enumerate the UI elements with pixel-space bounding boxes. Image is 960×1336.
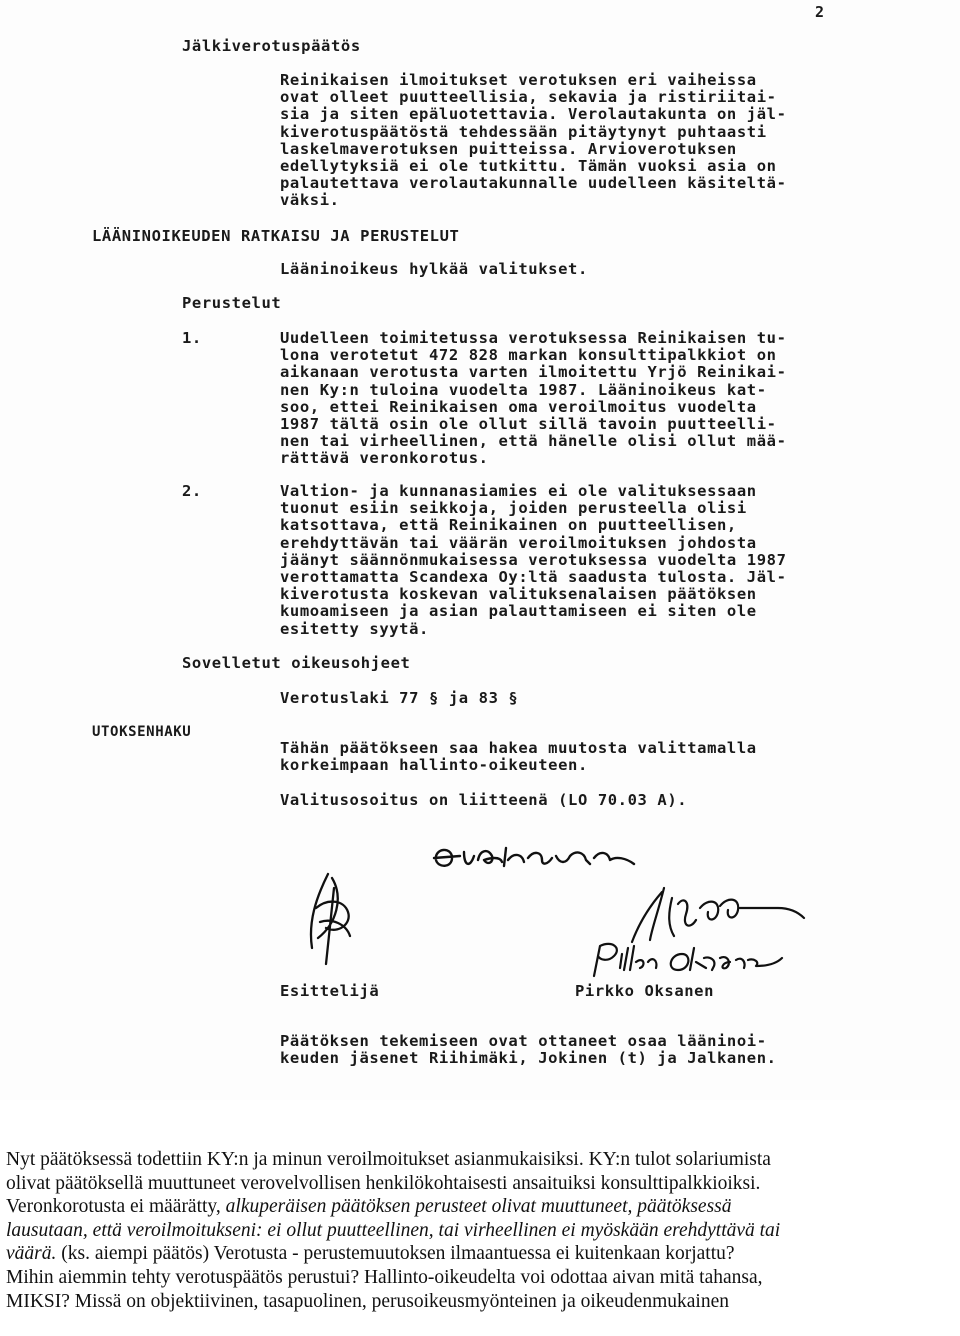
- members-text: Päätöksen tekemiseen ovat ottaneet osaa lääninoi- keuden jäsenet Riihimäki, Jokinen (t) ja Jalkanen.: [280, 1032, 777, 1068]
- heading-perustelut: Perustelut: [182, 294, 282, 312]
- item-number-2: 2.: [182, 482, 202, 500]
- appeal-text: Tähän päätökseen saa hakea muutosta valittamalla korkeimpaan hallinto-oikeuteen.: [280, 739, 757, 775]
- commentary-text: (ks. aiempi päätös) Verotusta - perustemuutoksen ilmaantuessa ei kuitenkaan korjattu?: [56, 1243, 735, 1265]
- heading-muutoksenhaku: UTOKSENHAKU: [92, 724, 192, 740]
- signature-esittelija: [298, 868, 368, 968]
- paragraph-reason-2: Valtion- ja kunnanasiamies ei ole valituksessaan tuonut esiin seikkoja, joiden perusteella olisi katsottava, että Reinikainen on puutteellisen, erehdyttävän tai väärän veroilmoituksen johdosta jäänyt säännönmukaisessa verotuksessa vuodelta 1987 verottamatta Scandexa Oy:ltä saadusta tulosta. Jäl- kiverotusta koskevan valituksenalaisen päätöksen kumoamiseen ja asian palauttamiseen ei siten ole esitetty syytä.: [280, 482, 787, 638]
- appeal-attachment: Valitusosoitus on liitteenä (LO 70.03 A).: [280, 791, 688, 809]
- commentary-line: MIKSI? Missä on objektiivinen, tasapuolinen, perusoikeusmyönteinen ja oikeudenmukainen: [6, 1290, 729, 1312]
- law-reference: Verotuslaki 77 § ja 83 §: [280, 689, 519, 707]
- item-number-1: 1.: [182, 329, 202, 347]
- heading-ratkaisu: LÄÄNINOIKEUDEN RATKAISU JA PERUSTELUT: [92, 227, 460, 245]
- commentary-italic: lausutaan, että veroilmoitukseni: ei ollut puutteellinen, tai virheellinen ei myöskään erehdyttävä tai: [6, 1219, 781, 1241]
- commentary-italic: väärä.: [6, 1243, 57, 1265]
- commentary-paragraph: [6, 1148, 950, 1313]
- commentary-line: [6, 1219, 950, 1243]
- paragraph-reason-1: Uudelleen toimitetussa verotuksessa Reinikaisen tu- lona verotetut 472 828 markan konsulttipalkkiot on aikanaan verotusta varten ilmoitettu Yrjö Reinikai- nen Ky:n tuloina vuodelta 1987. Lääninoikeus kat- soo, ettei Reinikaisen oma veroilmoitus vuodelta 1987 tältä osin ole ollut sillä tavoin puutteelli- nen tai virheellinen, että hänelle olisi ollut mää- rättävä veronkorotus.: [280, 329, 787, 468]
- commentary-text: Veronkorotusta ei määrätty,: [6, 1196, 226, 1218]
- commentary-line: [6, 1195, 950, 1219]
- page-number: 2: [815, 3, 825, 21]
- commentary-line: Nyt päätöksessä todettiin KY:n ja minun veroilmoitukset asianmukaisiksi. KY:n tulot solariumista: [6, 1149, 771, 1170]
- paragraph-jalkivero: Reinikaisen ilmoitukset verotuksen eri vaiheissa ovat olleet puutteellisia, sekavia ja ristiriitai- sia ja siten epäluotettavia. Verolautakunta on jäl- kiverotuspäätöstä tehdessään pitäytynyt puhtaasti laskelmaverotuksen puitteissa. Arvioverotuksen edellytyksiä ei ole tutkittu. Tämän vuoksi asia on palautettava verolautakunnalle uudelleen käsiteltä- väksi.: [280, 71, 787, 210]
- decision-text: Lääninoikeus hylkää valitukset.: [280, 260, 588, 278]
- heading-sovelletut: Sovelletut oikeusohjeet: [182, 654, 411, 672]
- esittelija-label: Esittelijä: [280, 982, 380, 1000]
- commentary-line: Mihin aiemmin tehty verotuspäätös perustui? Hallinto-oikeudelta voi odottaa aivan mitä tahansa,: [6, 1266, 763, 1288]
- commentary-italic: alkuperäisen päätöksen perusteet olivat muuttuneet, päätöksessä: [225, 1196, 732, 1218]
- heading-jalkiverotuspaatos: Jälkiverotuspäätös: [182, 37, 361, 55]
- signer-name: Pirkko Oksanen: [575, 982, 715, 1000]
- commentary-line: olivat päätöksellä muuttuneet verovelvollisen henkilökohtaisesti ansaituiksi konsulttipalkkioiksi.: [6, 1172, 761, 1194]
- commentary-line: [6, 1242, 950, 1266]
- signature-pirkko-oksanen: [586, 936, 796, 980]
- signature-chair: [430, 838, 640, 878]
